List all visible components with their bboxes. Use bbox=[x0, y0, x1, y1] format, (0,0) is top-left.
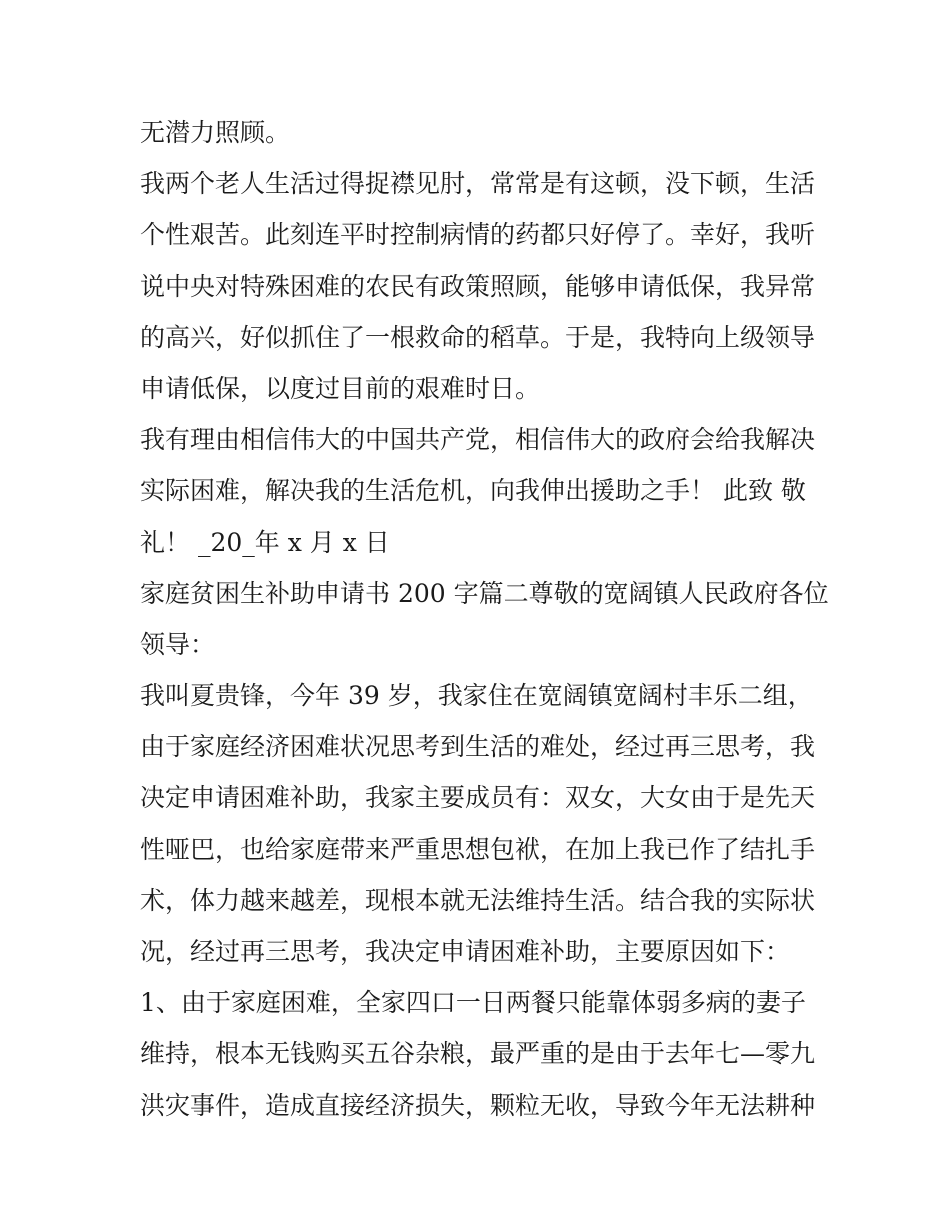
text-line: 我叫夏贵锋，今年 39 岁，我家住在宽阔镇宽阔村丰乐二组， bbox=[140, 681, 813, 711]
text-line: 的高兴，好似抓住了一根救命的稻草。于是，我特向上级领导 bbox=[140, 322, 816, 352]
text-line: 由于家庭经济困难状况思考到生活的难处，经过再三思考，我 bbox=[140, 732, 816, 762]
text-line: 个性艰苦。此刻连平时控制病情的药都只好停了。幸好，我听 bbox=[140, 220, 816, 250]
text-line: 洪灾事件，造成直接经济损失，颗粒无收，导致今年无法耕种 bbox=[140, 1090, 816, 1120]
text-line: 术，体力越来越差，现根本就无法维持生活。结合我的实际状 bbox=[140, 885, 816, 915]
text-line: 无潜力照顾。 bbox=[140, 118, 291, 147]
text-line: 说中央对特殊困难的农民有政策照顾，能够申请低保，我异常 bbox=[140, 271, 816, 301]
text-line: 性哑巴，也给家庭带来严重思想包袱，在加上我已作了结扎手 bbox=[140, 834, 816, 864]
document-body bbox=[140, 107, 829, 1131]
text-line: 维持，根本无钱购买五谷杂粮，最严重的是由于去年七—零九 bbox=[140, 1039, 816, 1069]
text-line: 申请低保，以度过目前的艰难时日。 bbox=[140, 373, 541, 403]
text-line: 我两个老人生活过得捉襟见肘，常常是有这顿，没下顿，生活 bbox=[140, 169, 816, 199]
text-line: 实际困难，解决我的生活危机，向我伸出援助之手！ 此致 敬 bbox=[140, 476, 806, 506]
text-line: 决定申请困难补助，我家主要成员有：双女，大女由于是先天 bbox=[140, 783, 816, 813]
text-line: 领导： bbox=[140, 629, 216, 659]
text-line: 家庭贫困生补助申请书 200 字篇二尊敬的宽阔镇人民政府各位 bbox=[140, 578, 829, 608]
text-line: 况，经过再三思考，我决定申请困难补助，主要原因如下： bbox=[140, 937, 791, 966]
text-line: 我有理由相信伟大的中国共产党，相信伟大的政府会给我解决 bbox=[140, 425, 816, 455]
text-line: 1、由于家庭困难，全家四口一日两餐只能靠体弱多病的妻子 bbox=[140, 988, 806, 1018]
text-line: 礼！ _20_年 x 月 x 日 bbox=[140, 527, 390, 557]
